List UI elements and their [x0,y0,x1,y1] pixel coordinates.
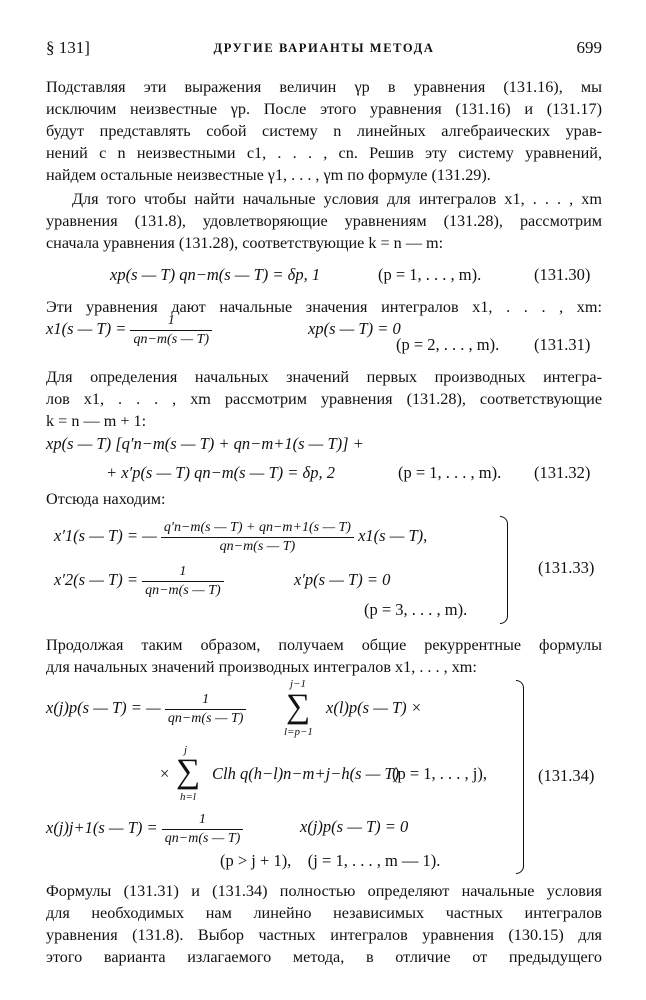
right-brace [500,516,508,624]
fraction [130,312,212,349]
text-line: Продолжая таким образом, получаем общие рекуррентные формулы [46,636,602,654]
fraction-numerator: 1 [165,691,247,710]
sum-upper-limit: j [184,744,188,756]
equation-131-34-lhs1: x(j)p(s — T) = — [46,698,161,717]
equation-131-33-number: (131.33) [538,558,595,577]
equation-131-34-number: (131.34) [538,766,595,785]
text-line: найдем остальные неизвестные γ1, . . . , γm по формуле (131.29). [46,166,491,184]
equation-131-34-line3 [46,804,243,852]
text-line: для начальных значений производных интегралов x1, . . . , xm: [46,658,477,676]
right-brace [516,680,524,874]
summation-sign: ∑ [176,753,201,790]
text-line: Отсюда находим: [46,490,166,508]
equation-131-34-range2: (p = 1, . . . , j), [392,764,488,783]
fraction [162,811,244,848]
fraction-denominator: qn−m(s — T) [164,830,241,846]
equation-131-30-range: (p = 1, . . . , m). [378,265,482,284]
equation-131-34-lhs3: x(j)j+1(s — T) = [46,818,158,837]
equation-131-31-lhs [46,304,212,354]
fraction-numerator: 1 [142,563,224,582]
sum-lower-limit: l=p−1 [284,726,313,738]
equation-131-32-line1: xp(s — T) [q′n−m(s — T) + qn−m+1(s — T)] + [46,434,364,453]
text-line: для необходимых нам линейно независимых частных интегралов [46,904,602,922]
section-reference: § 131] [46,38,90,57]
text-line: лов x1, . . . , xm рассмотрим уравнения (131.28), соответствующие [46,390,602,408]
fraction [165,691,247,728]
running-header [46,38,602,62]
equation-131-34-tail1: x(l)p(s — T) × [326,698,422,717]
equation-131-30-number: (131.30) [534,265,591,284]
equation-131-31-range: (p = 2, . . . , m). [396,335,500,354]
equation-131-34-body2: Clh q(h−l)n−m+j−h(s — T) [212,764,400,783]
fraction-denominator: qn−m(s — T) [219,538,296,554]
equation-131-33-part2: x′p(s — T) = 0 [294,570,391,589]
text-line: нений с n неизвестными c1, . . . , cn. Решив эту систему уравнений, [46,144,602,162]
fraction-denominator: qn−m(s — T) [167,710,244,726]
equation-131-33-line2 [54,557,224,603]
equation-131-32-range: (p = 1, . . . , m). [398,463,502,482]
text-line: уравнения (131.8), удовлетворяющие уравнениям (131.28), рассмотрим [46,212,602,230]
fraction-denominator: qn−m(s — T) [133,331,210,347]
equation-131-31-lhs-text: x1(s — T) = [46,319,127,338]
equation-131-34-lead2: × [160,764,170,783]
running-title: ДРУГИЕ ВАРИАНТЫ МЕТОДА [213,41,435,55]
page-number: 699 [576,38,602,57]
equation-131-34-line1 [46,684,246,732]
equation-131-33-line1 [54,512,427,560]
text-line: сначала уравнения (131.28), соответствующие k = n — m: [46,234,444,252]
sum-upper-limit: j−1 [290,678,306,690]
text-line: Эти уравнения дают начальные значения интегралов x1, . . . , xm: [46,298,602,316]
equation-131-31-number: (131.31) [534,335,591,354]
text-line: k = n — m + 1: [46,412,147,430]
fraction-numerator: 1 [162,811,244,830]
equation-131-33-range: (p = 3, . . . , m). [364,600,468,619]
fraction-numerator: 1 [130,312,212,331]
equation-131-33-tail1: x1(s — T), [358,526,428,545]
text-line: Для определения начальных значений первых производных интегра- [46,368,602,386]
text-line: уравнения (131.8). Выбор частных интегралов уравнения (130.15) для [46,926,602,944]
summation-sign: ∑ [286,688,311,725]
sum-lower-limit: h=l [180,791,196,803]
equation-131-32-number: (131.32) [534,463,591,482]
fraction-numerator: q′n−m(s — T) + qn−m+1(s — T) [161,519,354,538]
fraction-denominator: qn−m(s — T) [145,582,221,598]
equation-131-32-line2: + x′p(s — T) qn−m(s — T) = δp, 2 [106,463,335,482]
text-line: будут представлять собой систему n линейных алгебраических урав- [46,122,602,140]
text-line: Для того чтобы найти начальные условия для интегралов x1, . . . , xm [72,190,602,208]
text-line: Подставляя эти выражения величин γp в уравнения (131.16), мы [46,78,602,96]
text-line: Формулы (131.31) и (131.34) полностью определяют начальные условия [46,882,602,900]
equation-131-31-part2: xp(s — T) = 0 [308,319,401,338]
text-line: исключим неизвестные γp. После этого уравнения (131.16) и (131.17) [46,100,602,118]
equation-131-33-lhs1: x′1(s — T) = — [54,526,157,545]
equation-131-30-body: xp(s — T) qn−m(s — T) = δp, 1 [110,265,321,284]
text-line: этого варианта излагаемого метода, в отличие от предыдущего [46,948,602,966]
fraction [142,563,224,600]
equation-131-34-range3: (p > j + 1), (j = 1, . . . , m — 1). [220,851,441,870]
equation-131-34-part3: x(j)p(s — T) = 0 [300,817,409,836]
equation-131-33-lhs2: x′2(s — T) = [54,570,138,589]
fraction [161,519,354,556]
